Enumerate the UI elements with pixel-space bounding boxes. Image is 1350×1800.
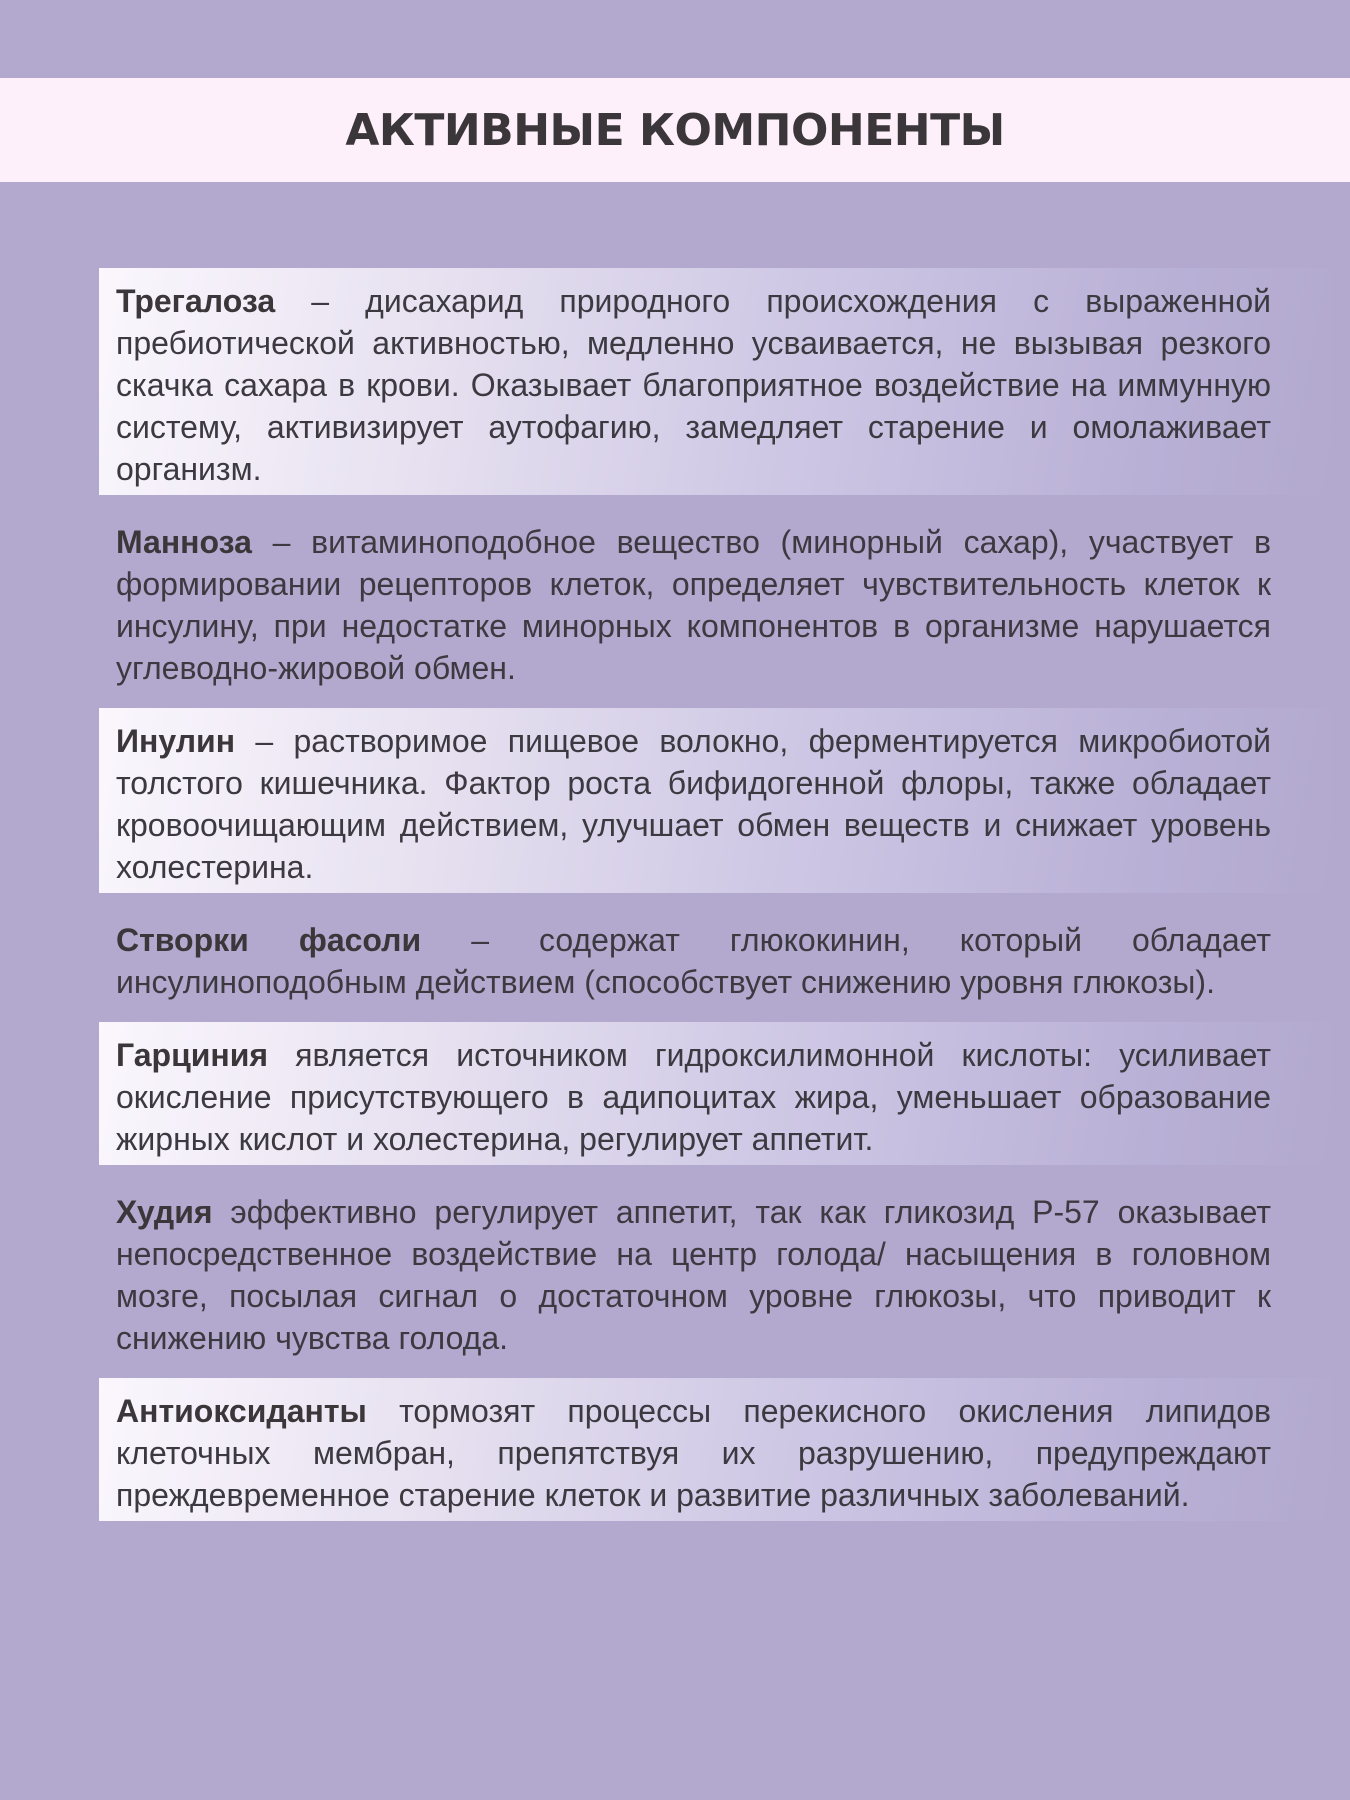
component-description: – содержат глюкокинин, который обладает инсулиноподобным действием (способствует снижению уровня глюкозы). bbox=[116, 922, 1272, 1000]
component-description: – дисахарид природного происхождения с выраженной пребиотической активностью, медленно усваивается, не вызывая резкого скачка сахара в крови. Оказывает благоприятное воздействие на иммунную систему, активизирует аутофагию, замедляет старение и омолаживает организм. bbox=[116, 283, 1271, 487]
component-trehalose bbox=[99, 268, 1331, 495]
component-term: Антиоксиданты bbox=[116, 1393, 367, 1429]
component-hoodia bbox=[99, 1179, 1331, 1364]
component-term: Худия bbox=[116, 1194, 213, 1230]
component-antioxidants bbox=[99, 1378, 1331, 1521]
component-mannose bbox=[99, 509, 1331, 694]
component-description: является источником гидроксилимонной кислоты: усиливает окисление присутствующего в адипоцитах жира, уменьшает образование жирных кислот и холестерина, регулирует аппетит. bbox=[116, 1037, 1271, 1157]
component-term: Гарциния bbox=[116, 1037, 269, 1073]
page-title: АКТИВНЫЕ КОМПОНЕНТЫ bbox=[345, 104, 1005, 156]
header-band bbox=[0, 78, 1350, 182]
component-term: Трегалоза bbox=[116, 283, 276, 319]
component-bean-pods bbox=[99, 907, 1331, 1008]
component-inulin bbox=[99, 708, 1331, 893]
component-term: Инулин bbox=[116, 723, 236, 759]
component-description: эффективно регулирует аппетит, так как гликозид Р-57 оказывает непосредственное воздействие на центр голода/ насыщения в головном мозге, посылая сигнал о достаточном уровне глюкозы, что приводит к снижению чувства голода. bbox=[116, 1194, 1271, 1356]
component-description: – витаминоподобное вещество (минорный сахар), участвует в формировании рецепторов клеток, определяет чувствительность клеток к инсулину, при недостатке минорных компонентов в организме нарушается углеводно-жировой обмен. bbox=[116, 524, 1271, 686]
component-term: Манноза bbox=[116, 524, 252, 560]
component-description: – растворимое пищевое волокно, ферментируется микробиотой толстого кишечника. Фактор роста бифидогенной флоры, также обладает кровоочищающим действием, улучшает обмен веществ и снижает уровень холестерина. bbox=[116, 723, 1271, 885]
component-description: тормозят процессы перекисного окисления липидов клеточных мембран, препятствуя их разрушению, предупреждают преждевременное старение клеток и развитие различных заболеваний. bbox=[116, 1393, 1271, 1513]
components-list bbox=[99, 268, 1331, 1535]
component-term: Створки фасоли bbox=[116, 922, 422, 958]
component-garcinia bbox=[99, 1022, 1331, 1165]
